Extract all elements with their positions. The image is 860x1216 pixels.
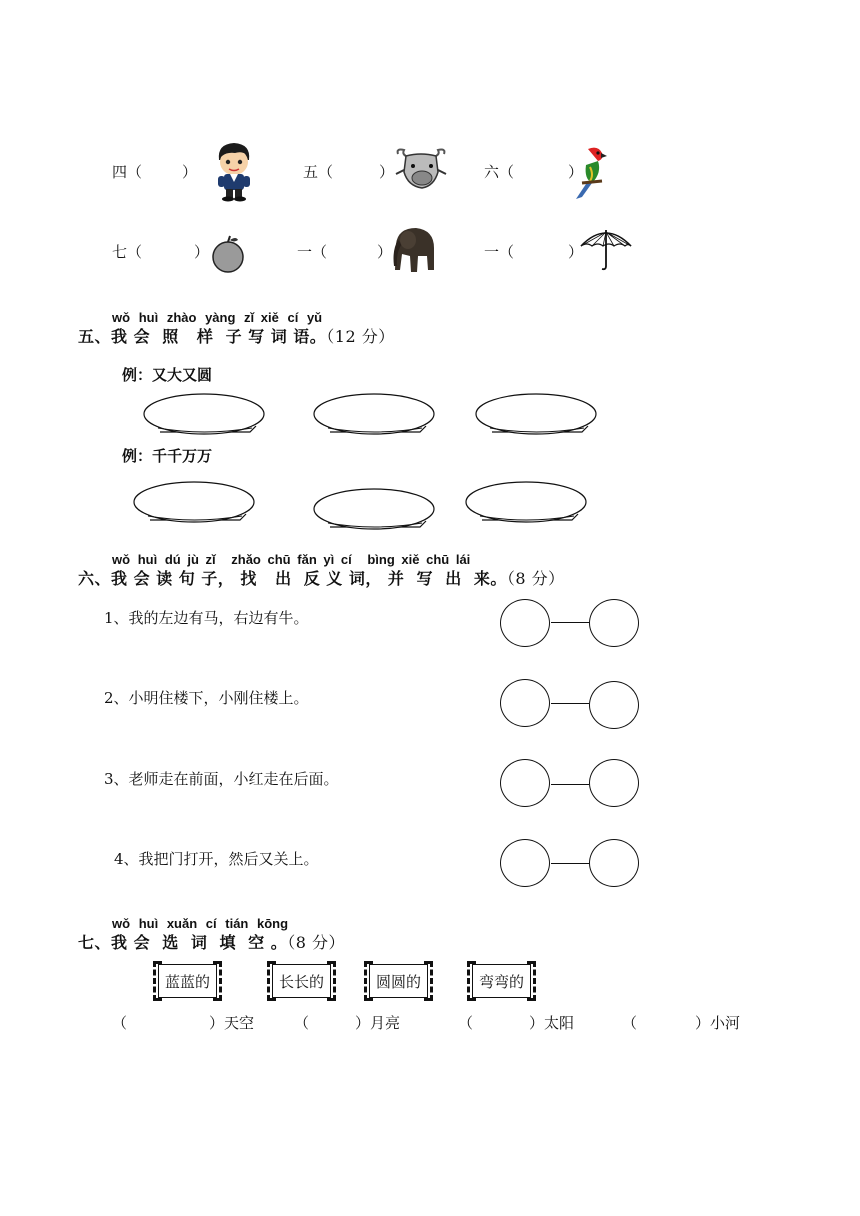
count-open: 一（	[297, 243, 328, 261]
count-close: ）	[568, 163, 584, 181]
pinyin: dú	[164, 552, 181, 567]
answer-plate[interactable]	[130, 478, 260, 528]
section-score: （8 分）	[287, 933, 345, 952]
antonym-circle-right[interactable]	[589, 759, 639, 807]
pinyin: cí	[287, 310, 299, 325]
blank-noun: 月亮	[370, 1014, 401, 1032]
elephant-icon	[390, 224, 438, 276]
word-choice[interactable]: 蓝蓝的	[158, 964, 217, 998]
pinyin: tián	[225, 916, 249, 931]
section7-title	[78, 930, 345, 953]
blank-close: ）	[529, 1014, 545, 1032]
count-open: 一（	[484, 243, 515, 261]
count-label-four	[112, 161, 197, 182]
count-label-one-b	[484, 241, 583, 262]
blank-noun: 小河	[710, 1014, 741, 1032]
umbrella-icon	[578, 226, 634, 272]
count-open: 六（	[484, 163, 515, 181]
word-choice[interactable]: 弯弯的	[472, 964, 531, 998]
section7-pinyin	[112, 916, 288, 931]
count-close: ）	[568, 243, 584, 261]
count-close: ）	[194, 243, 210, 261]
pinyin: cí	[340, 552, 352, 567]
count-label-one-a	[297, 241, 392, 262]
section-title-text: 七、我 会 选 词 填 空 。	[78, 933, 288, 952]
example-1: 例：又大又圆	[122, 366, 213, 384]
pinyin: fǎn	[297, 552, 317, 567]
pinyin: huì	[137, 552, 158, 567]
section6-pinyin	[112, 552, 470, 567]
pinyin: huì	[138, 310, 159, 325]
count-close: ）	[182, 163, 198, 181]
count-open: 四（	[112, 163, 143, 181]
fill-blank-3	[458, 1012, 574, 1033]
pinyin: bìng	[367, 552, 395, 567]
blank-close: ）	[695, 1014, 711, 1032]
antonym-circle-right[interactable]	[589, 599, 639, 647]
pinyin: yǔ	[306, 310, 323, 325]
word-choice[interactable]: 圆圆的	[369, 964, 428, 998]
pinyin: huì	[138, 916, 159, 931]
pinyin: xiě	[401, 552, 420, 567]
section-score: （12 分）	[326, 327, 395, 346]
blank-noun: 天空	[224, 1014, 255, 1032]
section6-title	[78, 566, 565, 589]
connector-line	[551, 863, 589, 864]
section-title-text: 六、我 会 读 句 子， 找 出 反 义 词， 并 写 出 来。	[78, 569, 507, 588]
section5-pinyin	[112, 310, 322, 325]
blank-open: （	[622, 1014, 638, 1032]
apple-icon	[210, 234, 246, 274]
count-open: 五（	[303, 163, 334, 181]
answer-plate[interactable]	[462, 478, 592, 528]
section-title-text: 五、我 会 照 样 子 写 词 语。	[78, 327, 327, 346]
cow-icon	[394, 148, 448, 192]
fill-blank-2	[294, 1012, 400, 1033]
fill-blank-4	[622, 1012, 740, 1033]
pinyin: xiě	[260, 310, 279, 325]
blank-open: （	[112, 1014, 128, 1032]
sentence-1: 1、我的左边有马，右边有牛。	[104, 609, 309, 627]
pinyin: jù	[187, 552, 199, 567]
antonym-circle-left[interactable]	[500, 839, 550, 887]
count-close: ）	[377, 243, 393, 261]
example-2: 例：千千万万	[122, 447, 213, 465]
answer-plate[interactable]	[472, 390, 602, 440]
connector-line	[551, 784, 589, 785]
pinyin: wǒ	[112, 310, 131, 325]
fill-blank-1	[112, 1012, 254, 1033]
blank-open: （	[294, 1014, 310, 1032]
answer-plate[interactable]	[310, 485, 440, 535]
pinyin: yì	[323, 552, 335, 567]
blank-noun: 太阳	[544, 1014, 575, 1032]
section5-title	[78, 324, 395, 347]
pinyin: zǐ	[205, 552, 216, 567]
word-choice[interactable]: 长长的	[272, 964, 331, 998]
answer-plate[interactable]	[310, 390, 440, 440]
pinyin: lái	[455, 552, 471, 567]
count-label-seven	[112, 241, 209, 262]
antonym-circle-left[interactable]	[500, 599, 550, 647]
pinyin: zǐ	[244, 310, 255, 325]
count-label-five	[303, 161, 394, 182]
antonym-circle-right[interactable]	[589, 839, 639, 887]
pinyin: wǒ	[112, 916, 131, 931]
section-score: （8 分）	[506, 569, 565, 588]
connector-line	[551, 622, 589, 623]
sentence-2: 2、小明住楼下，小刚住楼上。	[104, 689, 309, 707]
pinyin: zhǎo	[231, 552, 261, 567]
pinyin: chū	[267, 552, 291, 567]
pinyin: kōng	[257, 916, 289, 931]
sentence-3: 3、老师走在前面，小红走在后面。	[104, 770, 339, 788]
connector-line	[551, 703, 589, 704]
antonym-circle-left[interactable]	[500, 679, 550, 727]
pinyin: cí	[205, 916, 217, 931]
answer-plate[interactable]	[140, 390, 270, 440]
pinyin: xuǎn	[166, 916, 198, 931]
pinyin: zhào	[166, 310, 197, 325]
blank-close: ）	[355, 1014, 371, 1032]
pinyin: chū	[426, 552, 450, 567]
parrot-icon	[568, 143, 610, 201]
sentence-4: 4、我把门打开，然后又关上。	[114, 850, 319, 868]
blank-open: （	[458, 1014, 474, 1032]
blank-close: ）	[209, 1014, 225, 1032]
boy-icon	[213, 140, 255, 202]
count-open: 七（	[112, 243, 143, 261]
pinyin: yàng	[205, 310, 236, 325]
pinyin: wǒ	[112, 552, 131, 567]
antonym-circle-left[interactable]	[500, 759, 550, 807]
count-close: ）	[379, 163, 395, 181]
antonym-circle-right[interactable]	[589, 681, 639, 729]
